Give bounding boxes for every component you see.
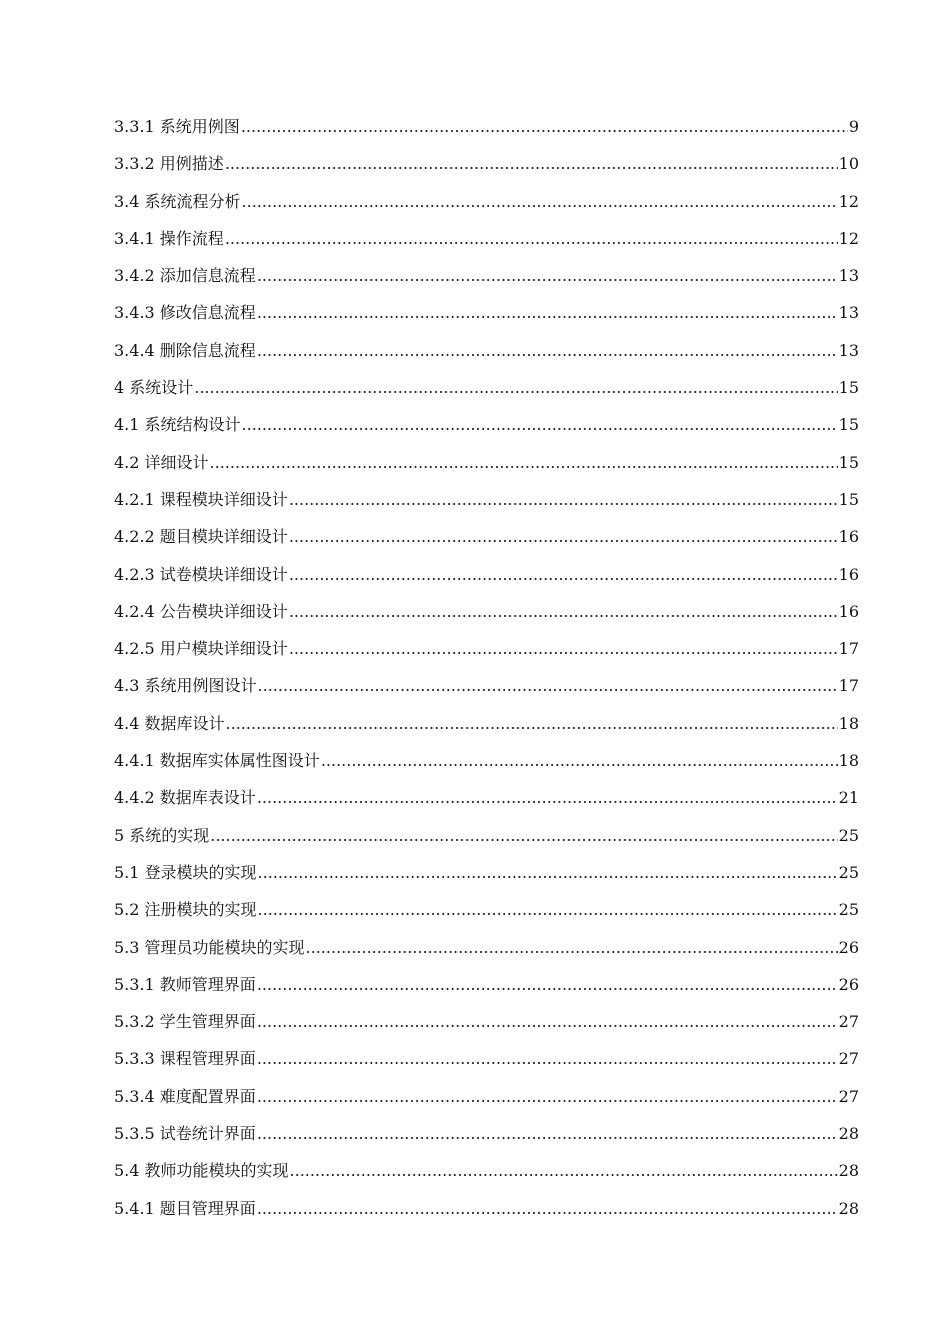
- toc-entry-page-number: 28: [838, 1124, 859, 1144]
- toc-entry-page-number: 12: [838, 191, 859, 211]
- toc-entry-page-number: 10: [838, 154, 859, 174]
- toc-entry: [114, 599, 859, 636]
- toc-dot-leader: [242, 192, 838, 211]
- toc-entry-title: 3.4.1 操作流程: [114, 228, 224, 248]
- toc-entry-page-number: 25: [838, 900, 859, 920]
- toc-entry-title: 4.2.3 试卷模块详细设计: [114, 564, 288, 584]
- toc-dot-leader: [226, 714, 838, 733]
- toc-dot-leader: [290, 1161, 838, 1180]
- toc-entry-title: 3.3.1 系统用例图: [114, 117, 240, 136]
- toc-entry-title: 5 系统的实现: [114, 825, 210, 845]
- toc-dot-leader: [289, 490, 838, 509]
- toc-entry-page-number: 13: [838, 340, 859, 360]
- toc-entry-page-number: 26: [838, 974, 859, 994]
- toc-dot-leader: [289, 639, 838, 658]
- toc-entry-page-number: 9: [848, 117, 859, 136]
- toc-entry: [114, 711, 859, 748]
- toc-entry-page-number: 28: [838, 1198, 859, 1218]
- toc-entry-page-number: 15: [838, 378, 859, 398]
- toc-entry-title: 4.4 数据库设计: [114, 713, 225, 733]
- toc-entry: [114, 1046, 859, 1083]
- toc-entry: [114, 785, 859, 822]
- toc-entry-page-number: 13: [838, 266, 859, 286]
- toc-entry: [114, 673, 859, 710]
- toc-dot-leader: [257, 1087, 838, 1106]
- toc-dot-leader: [289, 527, 838, 546]
- toc-entry-title: 4.4.2 数据库表设计: [114, 788, 256, 808]
- toc-entry-title: 4.3 系统用例图设计: [114, 676, 257, 696]
- toc-dot-leader: [242, 415, 838, 434]
- toc-dot-leader: [210, 453, 838, 472]
- toc-entry: [114, 189, 859, 226]
- toc-entry: [114, 263, 859, 300]
- toc-entry-title: 5.3.4 难度配置界面: [114, 1086, 256, 1106]
- toc-entry: [114, 935, 859, 972]
- toc-dot-leader: [257, 1012, 838, 1031]
- toc-entry-page-number: 17: [838, 676, 859, 696]
- toc-entry-page-number: 27: [838, 1086, 859, 1106]
- toc-dot-leader: [258, 863, 838, 882]
- toc-entry-page-number: 15: [838, 489, 859, 509]
- toc-entry-title: 4.2.1 课程模块详细设计: [114, 489, 288, 509]
- toc-entry-title: 3.4.3 修改信息流程: [114, 303, 256, 323]
- toc-entry-title: 5.3.3 课程管理界面: [114, 1049, 256, 1069]
- toc-entry: [114, 450, 859, 487]
- toc-entry: [114, 487, 859, 524]
- toc-entry-page-number: 25: [838, 862, 859, 882]
- toc-entry: [114, 1196, 859, 1233]
- toc-entry: [114, 562, 859, 599]
- toc-entry: [114, 114, 859, 151]
- toc-entry-title: 4.4.1 数据库实体属性图设计: [114, 751, 320, 771]
- toc-entry: [114, 748, 859, 785]
- toc-entry-title: 4.2.2 题目模块详细设计: [114, 527, 288, 547]
- toc-entry-title: 5.3 管理员功能模块的实现: [114, 937, 305, 957]
- toc-entry: [114, 338, 859, 375]
- toc-entry: [114, 1084, 859, 1121]
- toc-entry-title: 5.3.5 试卷统计界面: [114, 1124, 256, 1144]
- toc-entry-page-number: 16: [838, 601, 859, 621]
- toc-dot-leader: [257, 975, 838, 994]
- toc-entry-page-number: 26: [838, 937, 859, 957]
- toc-entry: [114, 151, 859, 188]
- toc-entry-title: 5.2 注册模块的实现: [114, 900, 257, 920]
- toc-entry-title: 5.1 登录模块的实现: [114, 862, 257, 882]
- toc-entry-title: 5.3.1 教师管理界面: [114, 974, 256, 994]
- toc-dot-leader: [289, 565, 838, 584]
- toc-dot-leader: [289, 602, 838, 621]
- toc-entry: [114, 1158, 859, 1195]
- toc-entry: [114, 860, 859, 897]
- toc-entry-page-number: 25: [838, 825, 859, 845]
- toc-entry: [114, 897, 859, 934]
- toc-entry-page-number: 13: [838, 303, 859, 323]
- toc-entry-page-number: 15: [838, 415, 859, 435]
- toc-dot-leader: [225, 154, 838, 173]
- toc-entry-page-number: 16: [838, 527, 859, 547]
- toc-dot-leader: [257, 266, 838, 285]
- toc-entry-title: 3.3.2 用例描述: [114, 154, 224, 174]
- toc-entry-title: 3.4.2 添加信息流程: [114, 266, 256, 286]
- toc-dot-leader: [257, 341, 838, 360]
- toc-entry-title: 5.4.1 题目管理界面: [114, 1198, 256, 1218]
- toc-entry-title: 3.4 系统流程分析: [114, 191, 241, 211]
- toc-entry: [114, 972, 859, 1009]
- toc-entry-page-number: 17: [838, 639, 859, 659]
- toc-entry-title: 4.2 详细设计: [114, 452, 209, 472]
- toc-entry: [114, 300, 859, 337]
- toc-dot-leader: [225, 229, 838, 248]
- toc-dot-leader: [257, 1199, 838, 1218]
- toc-entry-page-number: 27: [838, 1012, 859, 1032]
- table-of-contents: [114, 114, 859, 1233]
- toc-entry-page-number: 27: [838, 1049, 859, 1069]
- toc-dot-leader: [258, 900, 838, 919]
- toc-entry-title: 5.3.2 学生管理界面: [114, 1012, 256, 1032]
- toc-dot-leader: [194, 378, 837, 397]
- toc-dot-leader: [210, 826, 837, 845]
- toc-entry: [114, 375, 859, 412]
- toc-entry: [114, 524, 859, 561]
- toc-dot-leader: [258, 676, 838, 695]
- toc-entry-title: 4.1 系统结构设计: [114, 415, 241, 435]
- toc-entry: [114, 823, 859, 860]
- toc-entry-page-number: 15: [838, 452, 859, 472]
- toc-entry: [114, 1009, 859, 1046]
- toc-entry-page-number: 16: [838, 564, 859, 584]
- toc-entry-title: 5.4 教师功能模块的实现: [114, 1161, 289, 1181]
- toc-entry-title: 4 系统设计: [114, 378, 194, 398]
- toc-entry: [114, 1121, 859, 1158]
- toc-dot-leader: [306, 938, 838, 957]
- toc-dot-leader: [257, 1049, 838, 1068]
- toc-dot-leader: [257, 303, 838, 322]
- toc-entry-page-number: 12: [838, 228, 859, 248]
- toc-entry-title: 4.2.4 公告模块详细设计: [114, 601, 288, 621]
- toc-entry: [114, 636, 859, 673]
- toc-entry: [114, 226, 859, 263]
- toc-dot-leader: [321, 751, 838, 770]
- toc-entry-page-number: 18: [838, 713, 859, 733]
- toc-entry-title: 3.4.4 删除信息流程: [114, 340, 256, 360]
- toc-dot-leader: [257, 1124, 838, 1143]
- toc-dot-leader: [257, 788, 838, 807]
- toc-entry-page-number: 18: [838, 751, 859, 771]
- toc-entry-title: 4.2.5 用户模块详细设计: [114, 639, 288, 659]
- toc-entry-page-number: 21: [838, 788, 859, 808]
- toc-dot-leader: [241, 117, 848, 136]
- toc-entry-page-number: 28: [838, 1161, 859, 1181]
- toc-entry: [114, 412, 859, 449]
